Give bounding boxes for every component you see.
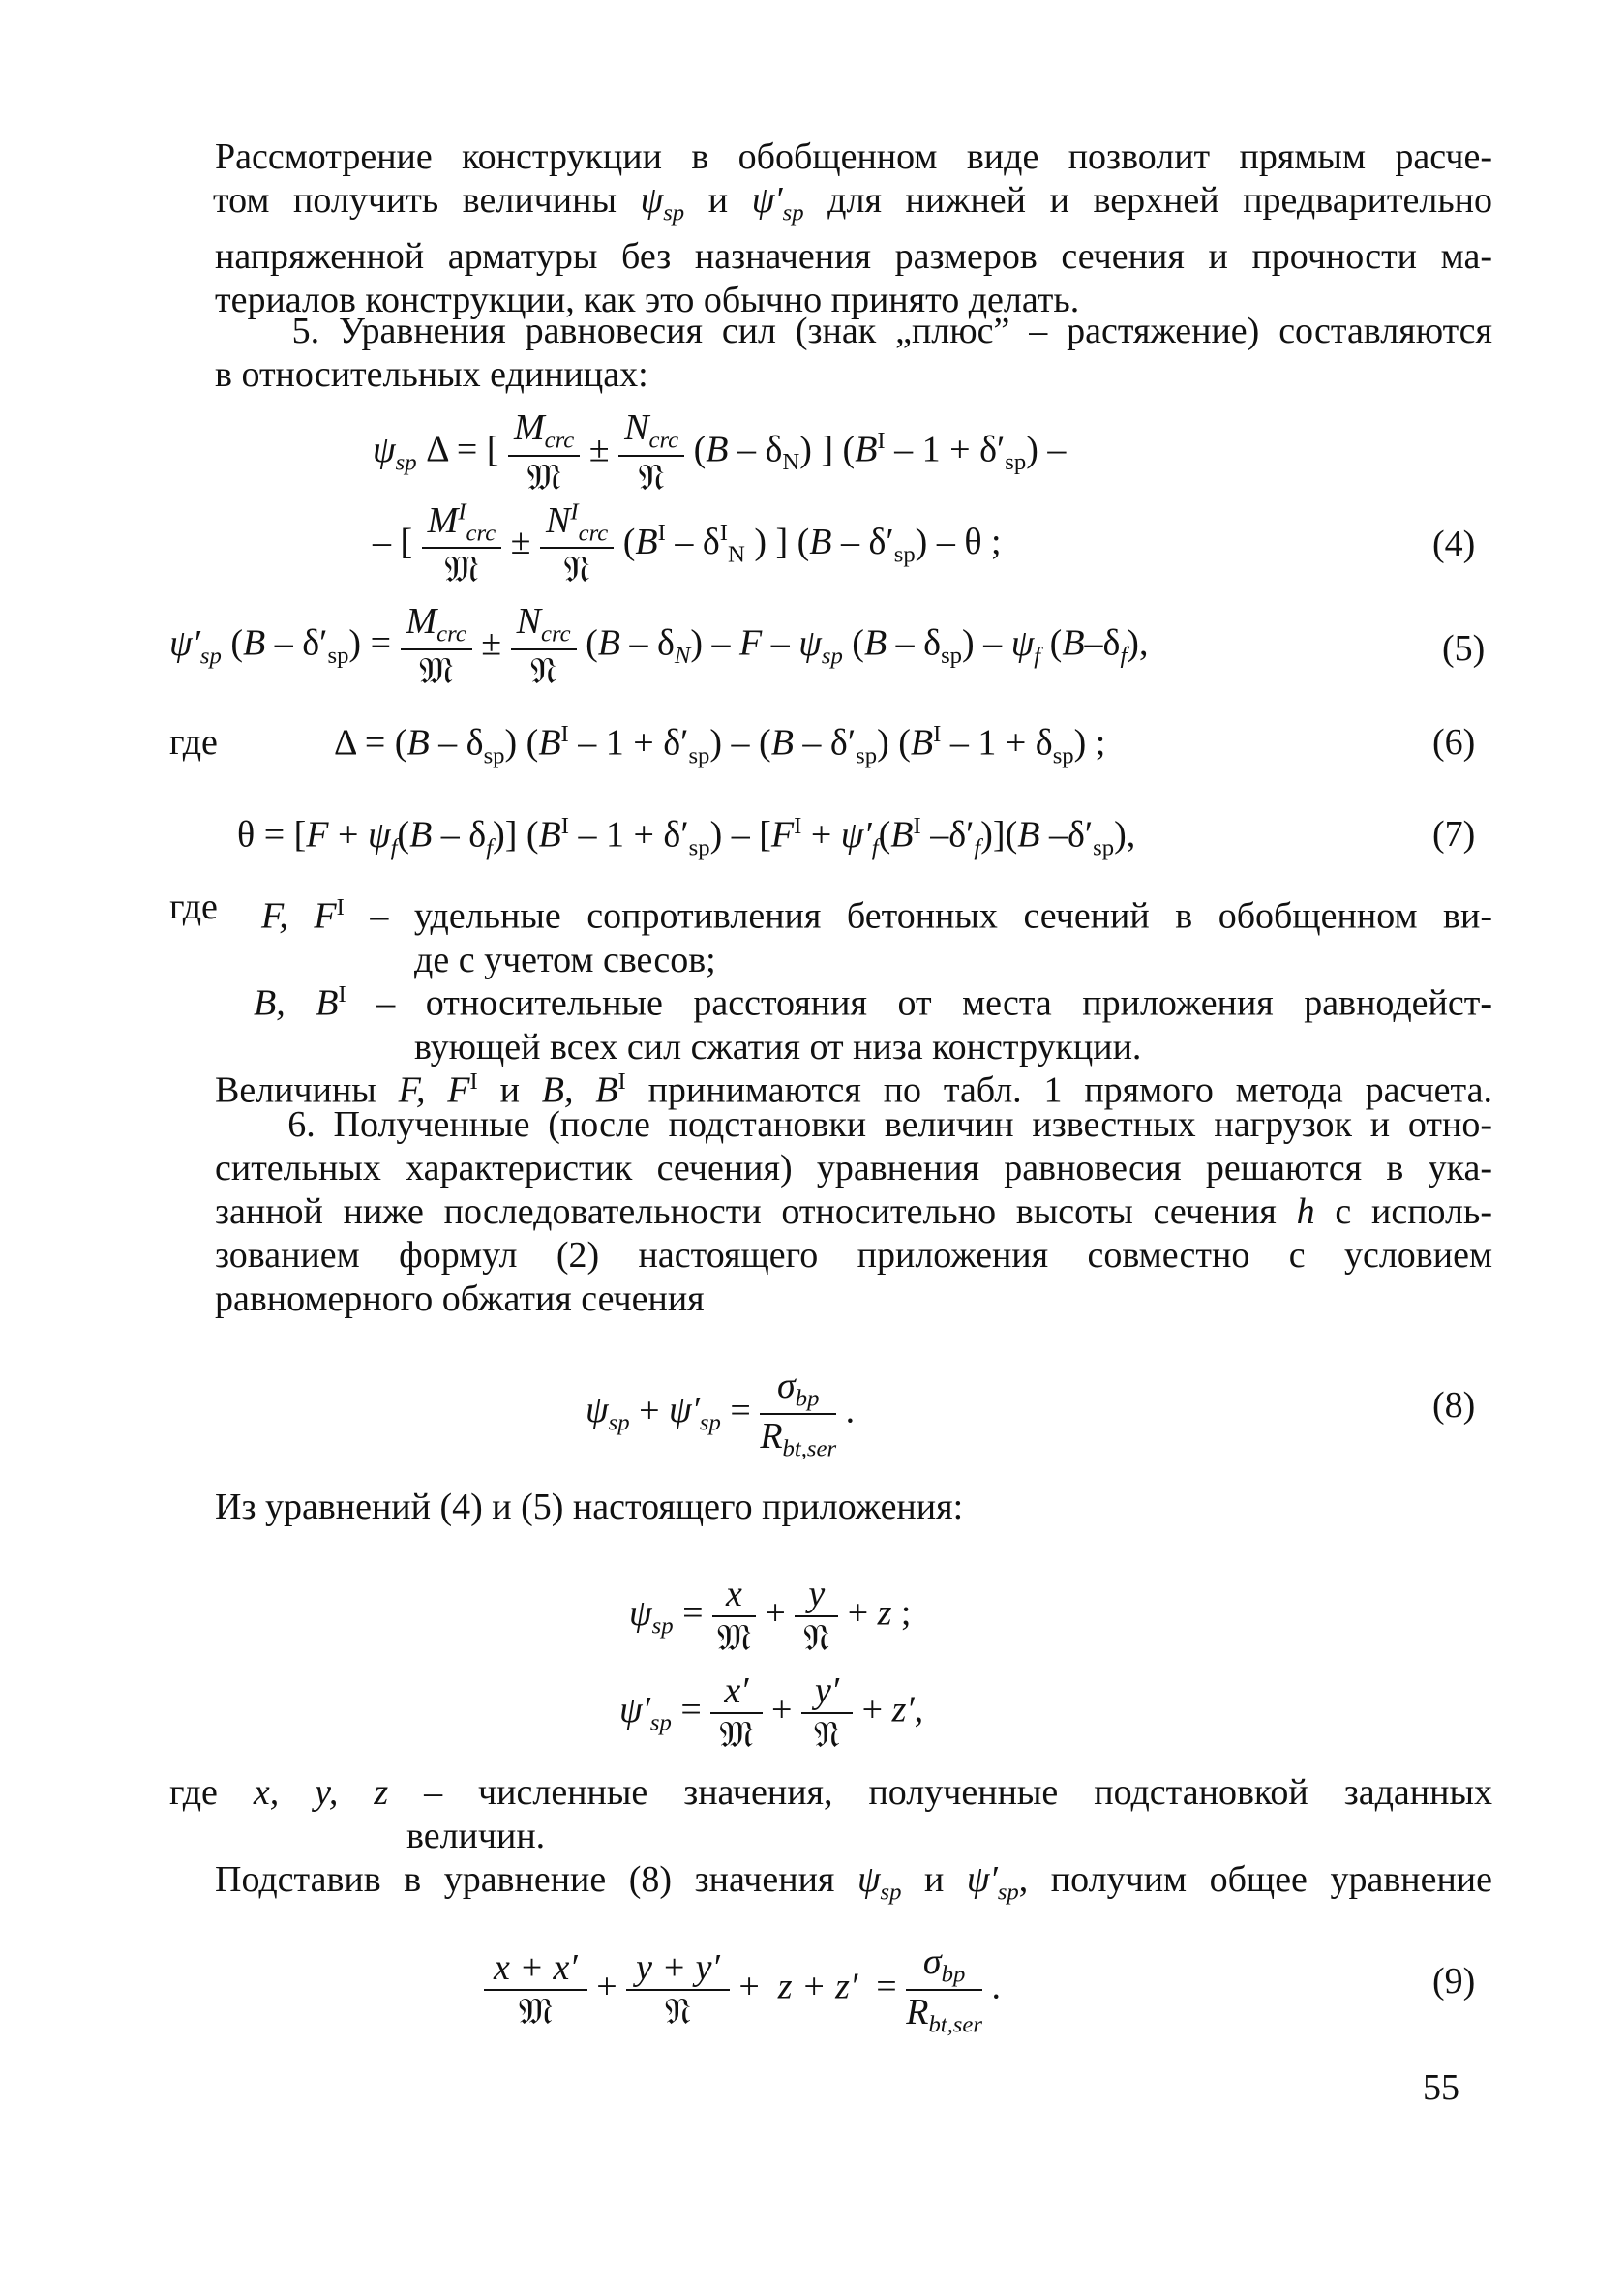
item6-line-1: 6. Полученные (после подстановки величин известных нагрузок и отно- bbox=[215, 1104, 1492, 1145]
substituting-paragraph bbox=[215, 1858, 1492, 1914]
where-label-1: где bbox=[169, 722, 218, 763]
equation-4-line-2: – [ $M^I_{crc}$ 𝔐 ± $N^I_{crc}$ 𝔑 ($B^I - \delta^I_N$ ) ] $(B - \delta'_{sp})$ – θ ; bbox=[373, 498, 1002, 591]
page-number: 55 bbox=[1423, 2067, 1459, 2108]
definition-F-line-1: F, $F^I$ – удельные сопротивления бетонных сечений в обобщенном ви- bbox=[261, 894, 1492, 937]
equation-6-number: (6) bbox=[1432, 722, 1476, 763]
equation-7: $\theta = [F + \psi_f(B - \delta_f)]$ $(B^I - 1 + \delta'_{sp}) - [F^I + \psi'_f(B^I$ $-\delta'_f)](B$ $-\delta'_{sp}$), bbox=[237, 813, 1136, 861]
item6-line-2: сительных характеристик сечения) уравнения равновесия решаются в ука- bbox=[215, 1148, 1492, 1189]
intro-line-3: напряженной арматуры без назначения размеров сечения и прочности ма- bbox=[215, 235, 1492, 277]
psi-sp-prime-equation: $\psi'_{sp}$ = x′ 𝔐 + y′ 𝔑 + z′, bbox=[619, 1670, 924, 1756]
equation-8: $\psi_{sp} + \psi'_{sp}$ = $\sigma_{bp}$ $R_{bt,ser}$ . bbox=[586, 1366, 856, 1462]
item6-line-5: равномерного обжатия сечения bbox=[215, 1279, 705, 1319]
intro-line-2: том получить величины $\psi_{sp}$ и $\psi'_{sp}$ для нижней и верхней предварительно bbox=[213, 180, 1493, 226]
item5-line-1: 5. Уравнения равновесия сил (знак „плюс” – растяжение) составляются bbox=[215, 311, 1492, 351]
from-equations-text: Из уравнений (4) и (5) настоящего приложения: bbox=[215, 1487, 964, 1527]
where-xyz-line-2: величин. bbox=[406, 1816, 546, 1856]
where-xyz-paragraph bbox=[169, 1771, 1492, 1858]
intro-line-4: териалов конструкции, как это обычно принято делать. bbox=[215, 279, 1080, 320]
definition-B bbox=[254, 973, 1492, 1069]
equation-8-number: (8) bbox=[1432, 1385, 1476, 1426]
equation-5-number: (5) bbox=[1442, 628, 1486, 669]
from-equations-line bbox=[215, 1486, 1492, 1529]
where-xyz-line-1: где x, y, z – численные значения, полученные подстановкой заданных bbox=[169, 1772, 1492, 1813]
where-label-2: где bbox=[169, 887, 218, 927]
substituting-line: Подставив в уравнение (8) значения $\psi_{sp}$ и $\psi'_{sp}$, получим общее уравнение bbox=[215, 1859, 1492, 1906]
definition-F-line-2: де с учетом свесов; bbox=[414, 939, 716, 980]
definition-B-line-2: вующей всех сил сжатия от низа конструкции. bbox=[414, 1026, 1142, 1068]
equation-4-number: (4) bbox=[1432, 524, 1476, 564]
intro-paragraph bbox=[215, 135, 1492, 322]
definition-F bbox=[261, 886, 1492, 982]
psi-sp-equation: $\psi_{sp}$ = x 𝔐 + y 𝔑 + z ; bbox=[629, 1574, 912, 1659]
intro-line-1: Рассмотрение конструкции в обобщенном виде позволит прямым расче- bbox=[215, 136, 1492, 177]
equation-9-number: (9) bbox=[1432, 1961, 1476, 2001]
definition-B-line-1: B, $B^I$ – относительные расстояния от места приложения равнодейст- bbox=[254, 981, 1492, 1024]
equation-4-line-1: $\psi_{sp}$ Δ = [ $M_{crc}$ 𝔐 ± $N_{crc}$ 𝔑 $(B - \delta_N)$ ] $(B^I - 1 + \delta'_{sp})$ – bbox=[373, 407, 1067, 498]
item5-paragraph bbox=[215, 310, 1492, 397]
equation-6: $\Delta = (B - \delta_{sp})$ $(B^I - 1 + \delta'_{sp}) - (B - \delta'_{sp})$ $(B^I - 1 + \delta_{sp})$ ; bbox=[334, 721, 1106, 769]
item6-line-4: зованием формул (2) настоящего приложения совместно с условием bbox=[215, 1235, 1492, 1276]
item6-paragraph bbox=[215, 1103, 1492, 1321]
equation-5: $\psi'_{sp}$ $(B - \delta'_{sp})$ = $M_{crc}$ 𝔐 ± $N_{crc}$ 𝔑 $(B - \delta_N)$ – F – $\psi_{sp}$ $(B - \delta_{sp}) - \psi_f$ $(B-\delta_f)$, bbox=[169, 601, 1149, 692]
item5-line-2: в относительных единицах: bbox=[215, 354, 648, 395]
equation-9: x + x′ 𝔐 + y + y′ 𝔑 + z + z′ = $\sigma_{bp}$ $R_{bt,ser}$ . bbox=[484, 1941, 1001, 2038]
values-note-line: Величины F, $F^I$ и B, $B^I$ принимаются по табл. 1 прямого метода расчета. bbox=[215, 1068, 1492, 1111]
item6-line-3: занной ниже последовательности относительно высоты сечения h с исполь- bbox=[215, 1191, 1492, 1232]
equation-7-number: (7) bbox=[1432, 814, 1476, 855]
